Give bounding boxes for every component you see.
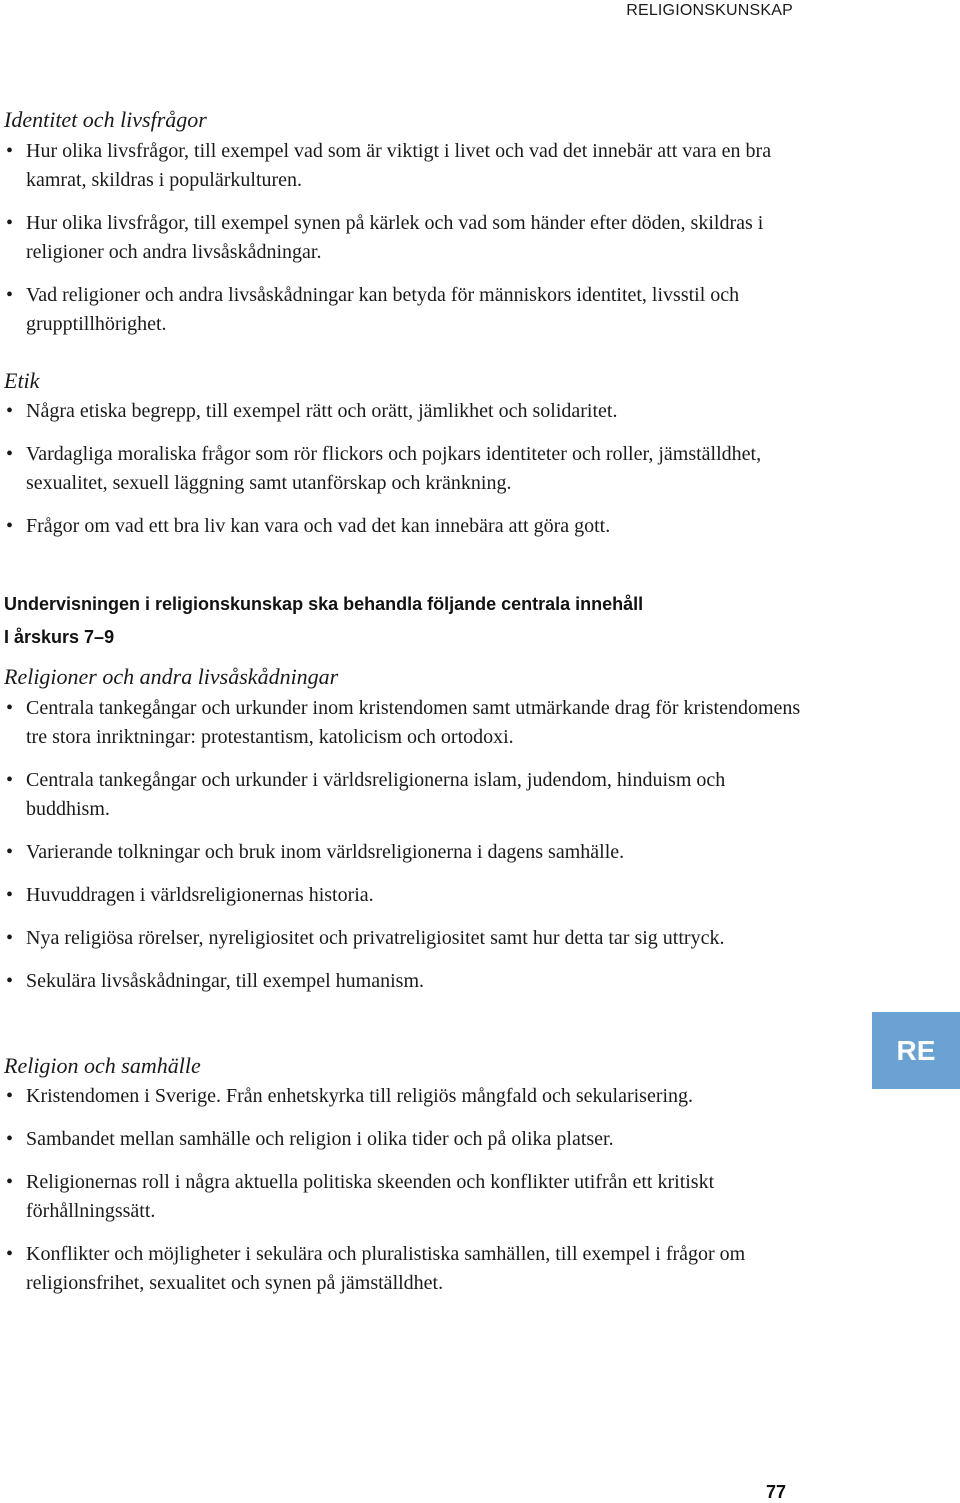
list-item: • Kristendomen i Sverige. Från enhetskyrka till religiös mångfald och sekularisering. xyxy=(4,1082,804,1111)
bullet: • xyxy=(6,1085,14,1107)
list-item: • Sambandet mellan samhälle och religion i olika tider och på olika platser. xyxy=(4,1125,804,1154)
list-item: • Hur olika livsfrågor, till exempel synen på kärlek och vad som händer efter döden, skildras i religioner och andra livsåskådningar. xyxy=(4,209,804,267)
subject-tab-label: RE xyxy=(896,1034,936,1066)
section-heading-samhalle: Religion och samhälle xyxy=(4,1053,201,1078)
samhalle-list xyxy=(4,1082,804,1312)
bullet: • xyxy=(6,884,14,906)
list-item: • Religionernas roll i några aktuella politiska skeenden och konflikter utifrån ett kritiskt förhållningssätt. xyxy=(4,1168,804,1226)
running-title: RELIGIONSKUNSKAP xyxy=(626,2,793,19)
list-item: • Frågor om vad ett bra liv kan vara och vad det kan innebära att göra gott. xyxy=(4,512,804,541)
bullet: • xyxy=(6,769,14,791)
list-item: • Vardagliga moraliska frågor som rör flickors och pojkars identiteter och roller, jämställdhet, sexualitet, sexuell läggning samt utanförskap och kränkning. xyxy=(4,440,804,498)
bullet: • xyxy=(6,927,14,949)
identitet-list xyxy=(4,137,804,353)
bullet: • xyxy=(6,1171,14,1193)
list-item: • Sekulära livsåskådningar, till exempel humanism. xyxy=(4,967,804,996)
etik-list xyxy=(4,397,804,555)
bullet: • xyxy=(6,212,14,234)
bullet: • xyxy=(6,140,14,162)
list-item: • Nya religiösa rörelser, nyreligiositet och privatreligiositet samt hur detta tar sig uttryck. xyxy=(4,924,804,953)
bullet: • xyxy=(6,284,14,306)
list-item: • Konflikter och möjligheter i sekulära och pluralistiska samhällen, till exempel i frågor om religionsfrihet, sexualitet och synen på jämställdhet. xyxy=(4,1240,804,1298)
religioner-list xyxy=(4,694,804,1010)
list-item: • Varierande tolkningar och bruk inom världsreligionerna i dagens samhälle. xyxy=(4,838,804,867)
bullet: • xyxy=(6,1243,14,1265)
section-heading-religioner: Religioner och andra livsåskådningar xyxy=(4,664,339,689)
list-item: • Centrala tankegångar och urkunder inom kristendomen samt utmärkande drag för kristendomens tre stora inriktningar: protestantism, katolicism och ortodoxi. xyxy=(4,694,804,752)
bullet: • xyxy=(6,515,14,537)
list-item: • Några etiska begrepp, till exempel rätt och orätt, jämlikhet och solidaritet. xyxy=(4,397,804,426)
section-heading-etik: Etik xyxy=(4,368,40,393)
central-content-heading: Undervisningen i religionskunskap ska behandla följande centrala innehåll xyxy=(4,594,644,614)
bullet: • xyxy=(6,443,14,465)
section-heading-identitet: Identitet och livsfrågor xyxy=(4,107,207,132)
grade-heading: I årskurs 7–9 xyxy=(4,627,115,647)
list-item: • Vad religioner och andra livsåskådningar kan betyda för människors identitet, livsstil och grupptillhörighet. xyxy=(4,281,804,339)
list-item: • Hur olika livsfrågor, till exempel vad som är viktigt i livet och vad det innebär att vara en bra kamrat, skildras i populärkulturen. xyxy=(4,137,804,195)
page-number: 77 xyxy=(766,1482,787,1502)
subject-tab xyxy=(872,1012,960,1089)
bullet: • xyxy=(6,400,14,422)
bullet: • xyxy=(6,970,14,992)
list-item: • Huvuddragen i världsreligionernas historia. xyxy=(4,881,804,910)
bullet: • xyxy=(6,1128,14,1150)
list-item: • Centrala tankegångar och urkunder i världsreligionerna islam, judendom, hinduism och buddhism. xyxy=(4,766,804,824)
bullet: • xyxy=(6,841,14,863)
bullet: • xyxy=(6,697,14,719)
